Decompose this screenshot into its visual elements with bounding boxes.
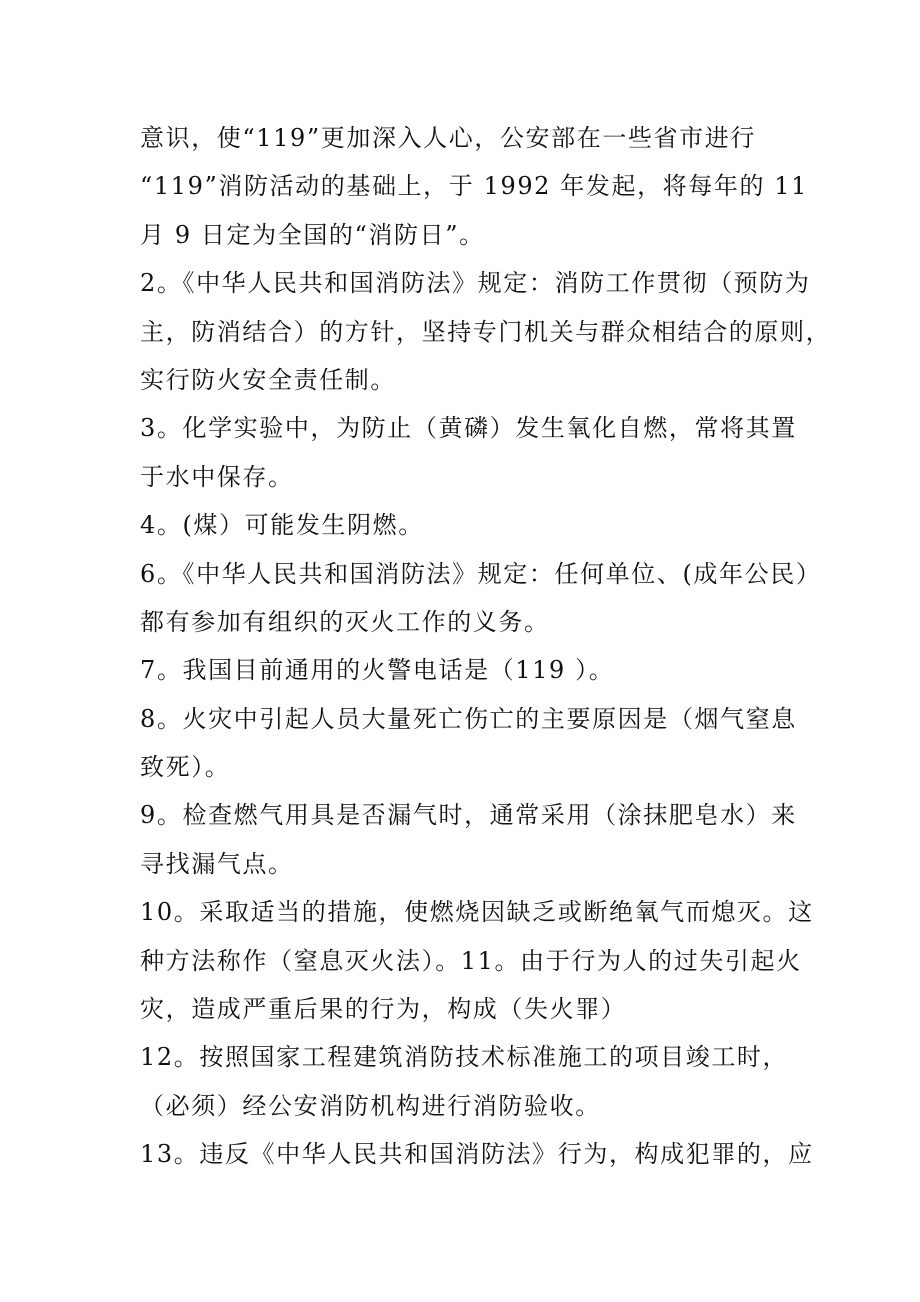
text-line: 6。《中华人民共和国消防法》规定：任何单位、(成年公民） (140, 559, 822, 588)
text-line: 于水中保存。 (140, 462, 294, 491)
text-line: 实行防火安全责任制。 (140, 365, 396, 394)
text-line: 致死）。 (140, 753, 231, 782)
text-line: 种方法称作（窒息灭火法）。11。由于行为人的过失引起火 (140, 946, 802, 975)
text-line: 13。违反《中华人民共和国消防法》行为，构成犯罪的，应 (140, 1140, 814, 1169)
text-line: 2。《中华人民共和国消防法》规定：消防工作贯彻（预防为 (140, 269, 811, 298)
text-line: 灾，造成严重后果的行为，构成（失火罪） (140, 995, 627, 1024)
text-line: 3。化学实验中，为防止（黄磷）发生氧化自燃，常将其置 (140, 414, 797, 443)
text-line: 7。我国目前通用的火警电话是（119 ）。 (140, 656, 615, 685)
text-line: 4。(煤）可能发生阴燃。 (140, 511, 424, 540)
text-line: 12。按照国家工程建筑消防技术标准施工的项目竣工时， (140, 1043, 789, 1072)
text-line: 意识，使“119”更加深入人心，公安部在一些省市进行 (140, 124, 756, 152)
text-line: 月 9 日定为全国的“消防日”。 (140, 220, 485, 249)
text-line: 主，防消结合）的方针，坚持专门机关与群众相结合的原则， (140, 317, 832, 346)
text-line: 都有参加有组织的灭火工作的义务。 (140, 607, 550, 636)
document-body-text (140, 114, 832, 1179)
text-line: 8。火灾中引起人员大量死亡伤亡的主要原因是（烟气窒息 (140, 704, 797, 733)
text-line: 9。检查燃气用具是否漏气时，通常采用（涂抹肥皂水）来 (140, 801, 797, 830)
text-line: 寻找漏气点。 (140, 849, 294, 878)
text-line: （必须）经公安消防机构进行消防验收。 (140, 1091, 601, 1120)
text-line: “119”消防活动的基础上，于 1992 年发起，将每年的 11 (140, 172, 809, 201)
text-line: 10。采取适当的措施，使燃烧因缺乏或断绝氧气而熄灭。这 (140, 898, 814, 927)
